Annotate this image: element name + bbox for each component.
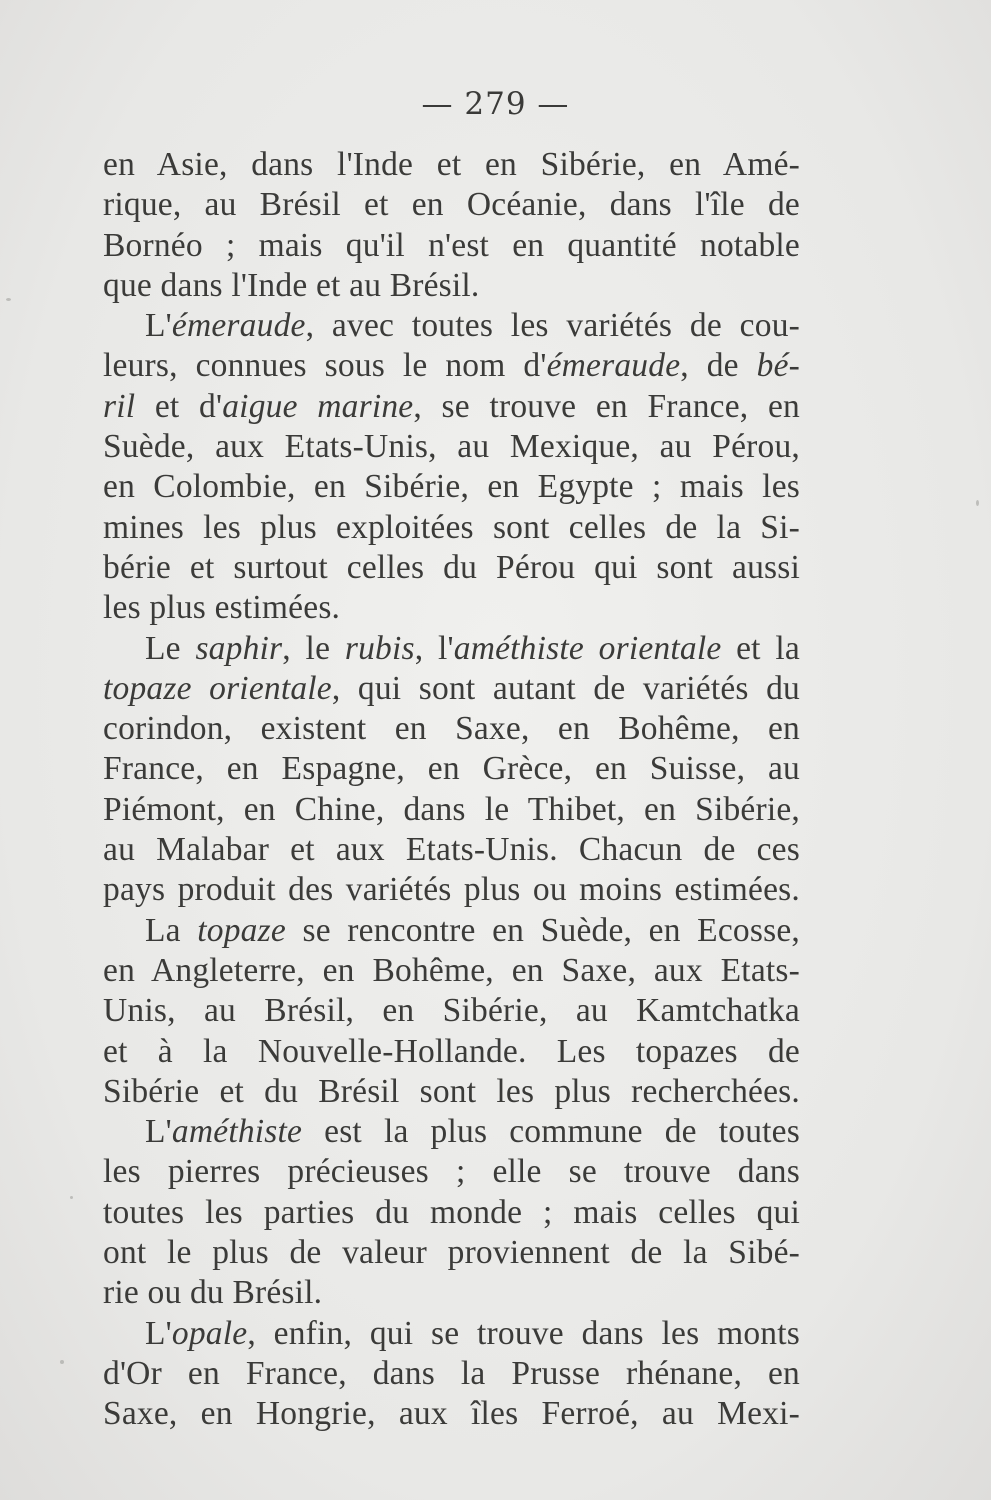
text-line bbox=[103, 548, 800, 588]
text-segment: , se trouve en France, en bbox=[413, 387, 800, 425]
text-line bbox=[103, 1394, 800, 1434]
text-line bbox=[103, 226, 800, 266]
text-line bbox=[103, 346, 800, 386]
body-text bbox=[103, 145, 800, 1435]
italic-term: améthiste bbox=[171, 1113, 303, 1151]
text-line bbox=[103, 306, 800, 346]
text-line bbox=[103, 1193, 800, 1233]
paper-speck bbox=[70, 1196, 73, 1199]
paper-speck bbox=[976, 500, 979, 506]
text-line bbox=[103, 951, 800, 991]
text-line bbox=[103, 185, 800, 225]
italic-term: ril bbox=[103, 387, 136, 425]
text-segment: les pierres précieuses ; elle se trouve dans bbox=[103, 1153, 800, 1191]
text-line bbox=[103, 1152, 800, 1192]
italic-term: bé- bbox=[756, 347, 800, 385]
text-segment: et à la Nouvelle-Hollande. Les topazes de bbox=[103, 1032, 800, 1070]
text-segment: , enfin, qui se trouve dans les monts bbox=[247, 1314, 800, 1352]
text-segment: toutes les parties du monde ; mais celles qui bbox=[103, 1193, 800, 1231]
text-segment: rique, au Brésil et en Océanie, dans l'île de bbox=[103, 186, 800, 224]
text-segment: pays produit des variétés plus ou moins estimées. bbox=[103, 871, 800, 909]
text-segment: Saxe, en Hongrie, aux îles Ferroé, au Mexi- bbox=[103, 1395, 800, 1433]
italic-term: émeraude bbox=[546, 347, 681, 385]
italic-term: topaze orientale bbox=[103, 669, 332, 707]
text-segment: au Malabar et aux Etats-Unis. Chacun de ces bbox=[103, 831, 800, 869]
text-segment: La bbox=[145, 911, 198, 949]
text-line bbox=[103, 427, 800, 467]
text-segment: d'Or en France, dans la Prusse rhénane, en bbox=[103, 1354, 800, 1392]
text-line bbox=[103, 1233, 800, 1273]
text-line bbox=[103, 991, 800, 1031]
page-number: — 279 — bbox=[421, 86, 570, 122]
text-line bbox=[103, 387, 800, 427]
text-segment: et d' bbox=[135, 387, 223, 425]
text-line bbox=[103, 911, 800, 951]
text-segment: , avec toutes les variétés de cou- bbox=[305, 307, 800, 345]
italic-term: saphir bbox=[195, 629, 283, 667]
text-line bbox=[103, 266, 800, 306]
text-segment: que dans l'Inde et au Brésil. bbox=[103, 266, 480, 304]
text-line bbox=[103, 870, 800, 910]
text-segment: en Asie, dans l'Inde et en Sibérie, en Amé- bbox=[103, 146, 800, 183]
text-segment: , l' bbox=[414, 629, 454, 667]
text-line bbox=[103, 830, 800, 870]
text-line bbox=[103, 790, 800, 830]
text-segment: leurs, connues sous le nom d' bbox=[103, 347, 547, 385]
text-line bbox=[103, 669, 800, 709]
text-line bbox=[103, 1273, 800, 1313]
text-segment: ont le plus de valeur proviennent de la Sibé- bbox=[103, 1234, 800, 1272]
text-segment: et la bbox=[721, 629, 800, 667]
text-line bbox=[103, 508, 800, 548]
text-segment: Suède, aux Etats-Unis, au Mexique, au Pérou, bbox=[103, 428, 800, 466]
text-segment: , le bbox=[282, 629, 345, 667]
text-segment: en Angleterre, en Bohême, en Saxe, aux Etats- bbox=[103, 951, 800, 989]
text-segment: Bornéo ; mais qu'il n'est en quantité notable bbox=[103, 226, 800, 264]
text-line bbox=[103, 1032, 800, 1072]
text-segment: mines les plus exploitées sont celles de la Si- bbox=[103, 508, 800, 546]
italic-term: émeraude bbox=[171, 307, 306, 345]
text-line bbox=[103, 1112, 800, 1152]
text-segment: L' bbox=[145, 1314, 172, 1352]
text-line bbox=[103, 629, 800, 669]
text-segment: Piémont, en Chine, dans le Thibet, en Sibérie, bbox=[103, 790, 800, 828]
text-segment: rie ou du Brésil. bbox=[103, 1274, 323, 1312]
text-line bbox=[103, 749, 800, 789]
text-line bbox=[103, 467, 800, 507]
text-line bbox=[103, 1072, 800, 1112]
italic-term: aigue marine bbox=[222, 387, 414, 425]
text-line bbox=[103, 145, 800, 185]
text-segment: L' bbox=[145, 1113, 172, 1151]
text-segment: L' bbox=[145, 307, 172, 345]
text-segment: Sibérie et du Brésil sont les plus recherchées. bbox=[103, 1072, 800, 1110]
text-line bbox=[103, 709, 800, 749]
text-line bbox=[103, 1354, 800, 1394]
text-segment: se rencontre en Suède, en Ecosse, bbox=[285, 911, 800, 949]
text-segment: corindon, existent en Saxe, en Bohême, en bbox=[103, 710, 800, 748]
text-segment: Le bbox=[145, 629, 196, 667]
text-line bbox=[103, 588, 800, 628]
text-segment: en Colombie, en Sibérie, en Egypte ; mais les bbox=[103, 468, 800, 506]
text-segment: , qui sont autant de variétés du bbox=[331, 669, 800, 707]
text-segment: bérie et surtout celles du Pérou qui sont aussi bbox=[103, 548, 800, 586]
italic-term: rubis bbox=[344, 629, 415, 667]
italic-term: topaze bbox=[197, 911, 286, 949]
text-segment: est la plus commune de toutes bbox=[302, 1113, 800, 1151]
italic-term: opale bbox=[171, 1314, 248, 1352]
paper-speck bbox=[60, 1360, 64, 1364]
paper-speck bbox=[6, 298, 11, 301]
text-segment: Unis, au Brésil, en Sibérie, au Kamtchatka bbox=[103, 992, 800, 1030]
text-segment: , de bbox=[680, 347, 757, 385]
text-segment: France, en Espagne, en Grèce, en Suisse, au bbox=[103, 750, 800, 788]
italic-term: améthiste orientale bbox=[453, 629, 722, 667]
text-line bbox=[103, 1314, 800, 1354]
text-segment: les plus estimées. bbox=[103, 589, 341, 627]
